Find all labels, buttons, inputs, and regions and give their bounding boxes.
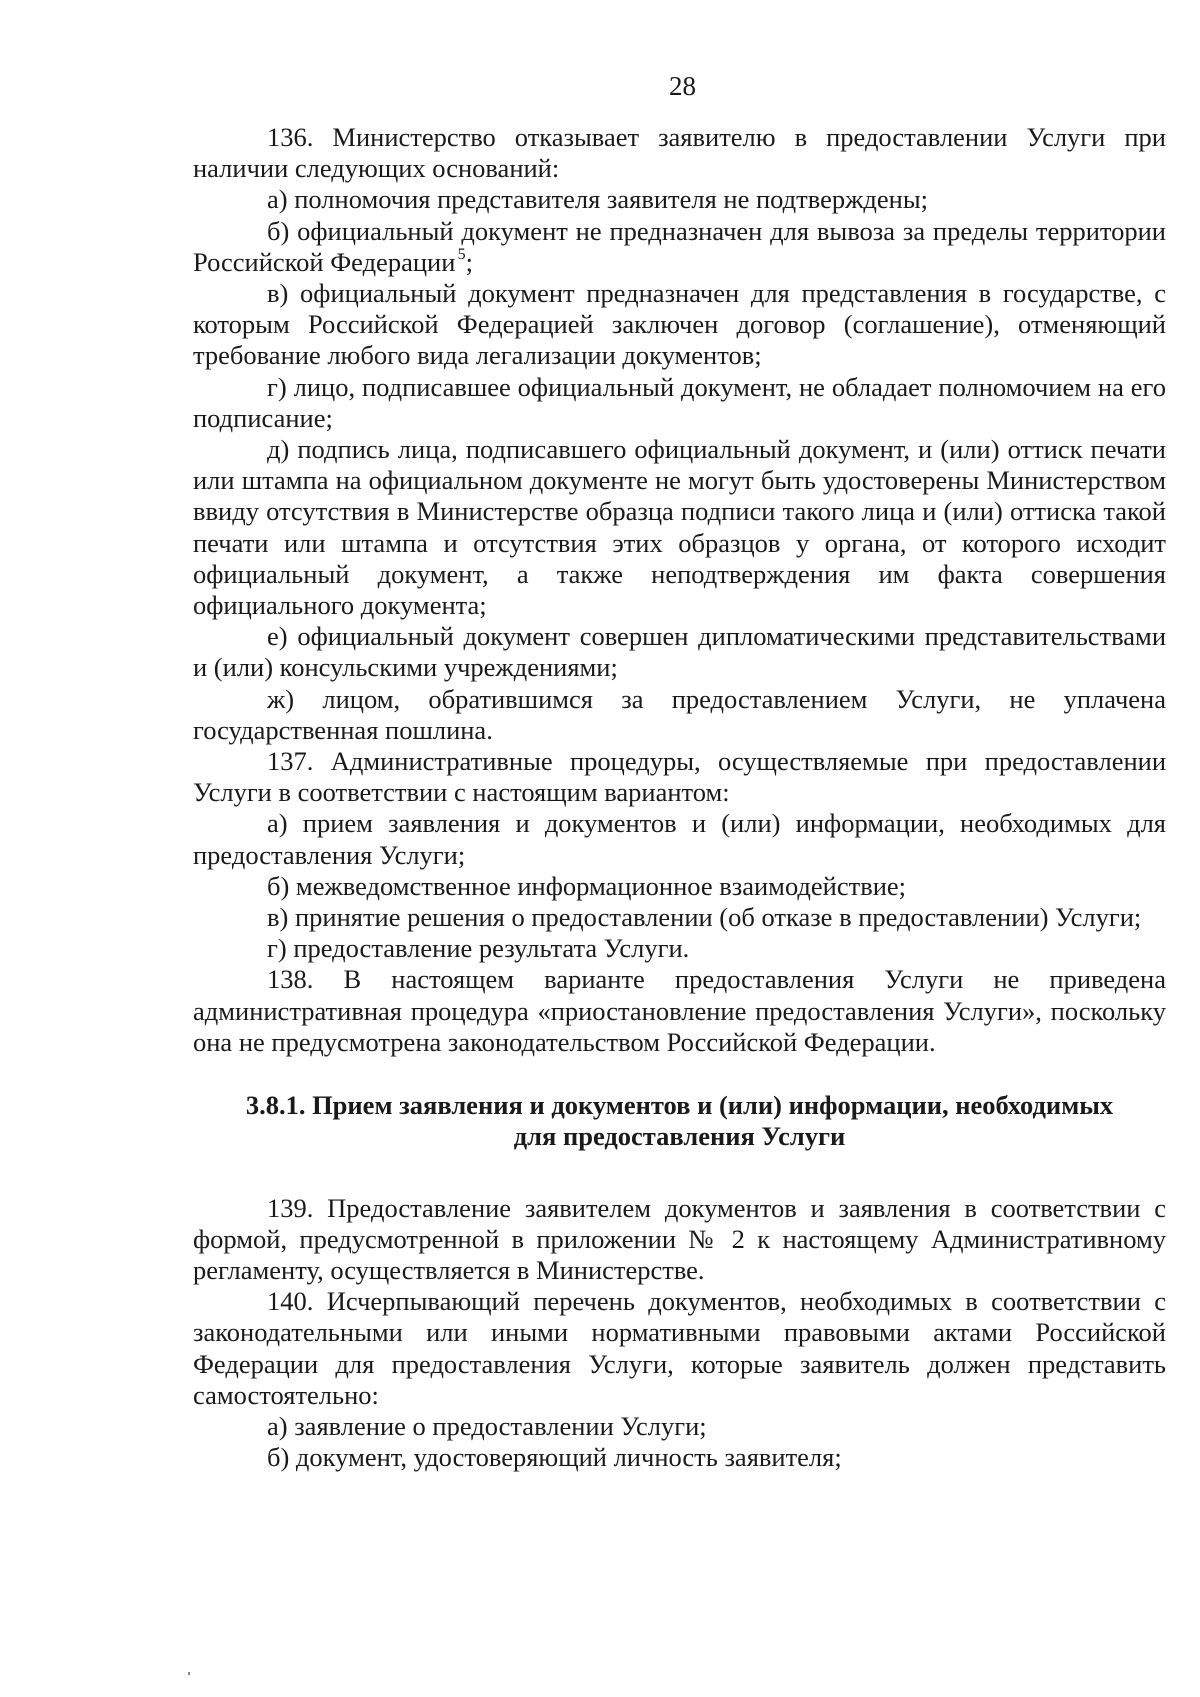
paragraph-136: 136. Министерство отказывает заявителю в предоставлении Услуги при наличии следующих оснований: [193,122,1166,184]
list-item-137-a: а) прием заявления и документов и (или) информации, необходимых для предоставления Услуги; [193,808,1166,870]
list-item-140-b: б) документ, удостоверяющий личность заявителя; [267,1442,842,1473]
list-item-137-b: б) межведомственное информационное взаимодействие; [267,870,907,901]
document-body [193,122,1166,1473]
list-item-136-b-text: б) официальный документ не предназначен для вывоза за пределы территории Российской Федерации [193,215,1166,277]
paragraph-137: 137. Административные процедуры, осуществляемые при предоставлении Услуги в соответствии с настоящим вариантом: [193,746,1166,808]
page-number: 28 [669,71,696,101]
footnote-mark: 5 [457,245,466,263]
list-item-136-a: а) полномочия представителя заявителя не подтверждены; [267,184,928,215]
list-item-136-d: д) подпись лица, подписавшего официальный документ, и (или) оттиск печати или штампа на официальном документе не могут быть удостоверены Министерством ввиду отсутствия в Министерстве образца подписи такого лица и (или) оттиска такой печати или штампа и отсутствия этих образцов у органа, от которого исходит официальный документ, а также неподтверждения им факта совершения официального документа; [193,434,1166,621]
list-item-136-v: в) официальный документ предназначен для представления в государстве, с которым Российской Федерацией заключен договор (соглашение), отменяющий требование любого вида легализации документов; [193,278,1166,371]
paragraph-138: 138. В настоящем варианте предоставления Услуги не приведена административная процедура «приостановление предоставления Услуги», поскольку она не предусмотрена законодательством Российской Федерации. [193,964,1166,1057]
section-heading [193,1090,1166,1152]
paragraph-140: 140. Исчерпывающий перечень документов, необходимых в соответствии с законодательными или иными нормативными правовыми актами Российской Федерации для предоставления Услуги, которые заявитель должен представить самостоятельно: [193,1286,1166,1410]
section-heading-line-1: 3.8.1. Прием заявления и документов и (или) информации, необходимых [245,1090,1114,1121]
paragraph-139: 139. Предоставление заявителем документов и заявления в соответствии с формой, предусмотренной в приложении № 2 к настоящему Административному регламенту, осуществляется в Министерстве. [193,1192,1166,1285]
section-heading-line-2: для предоставления Услуги [513,1121,846,1152]
list-item-136-g: г) лицо, подписавшее официальный документ, не обладает полномочием на его подписание; [193,371,1166,433]
list-item-137-g: г) предоставление результата Услуги. [267,933,690,964]
list-item-136-b [193,216,1166,278]
scan-speck [188,1672,190,1675]
list-item-136-zh: ж) лицом, обратившимся за предоставлением Услуги, не уплачена государственная пошлина. [193,683,1166,745]
list-item-137-v: в) принятие решения о предоставлении (об отказе в предоставлении) Услуги; [267,902,1142,933]
list-item-136-b-end: ; [465,246,473,277]
list-item-136-e: е) официальный документ совершен дипломатическими представительствами и (или) консульскими учреждениями; [193,621,1166,683]
list-item-140-a: а) заявление о предоставлении Услуги; [267,1410,707,1441]
